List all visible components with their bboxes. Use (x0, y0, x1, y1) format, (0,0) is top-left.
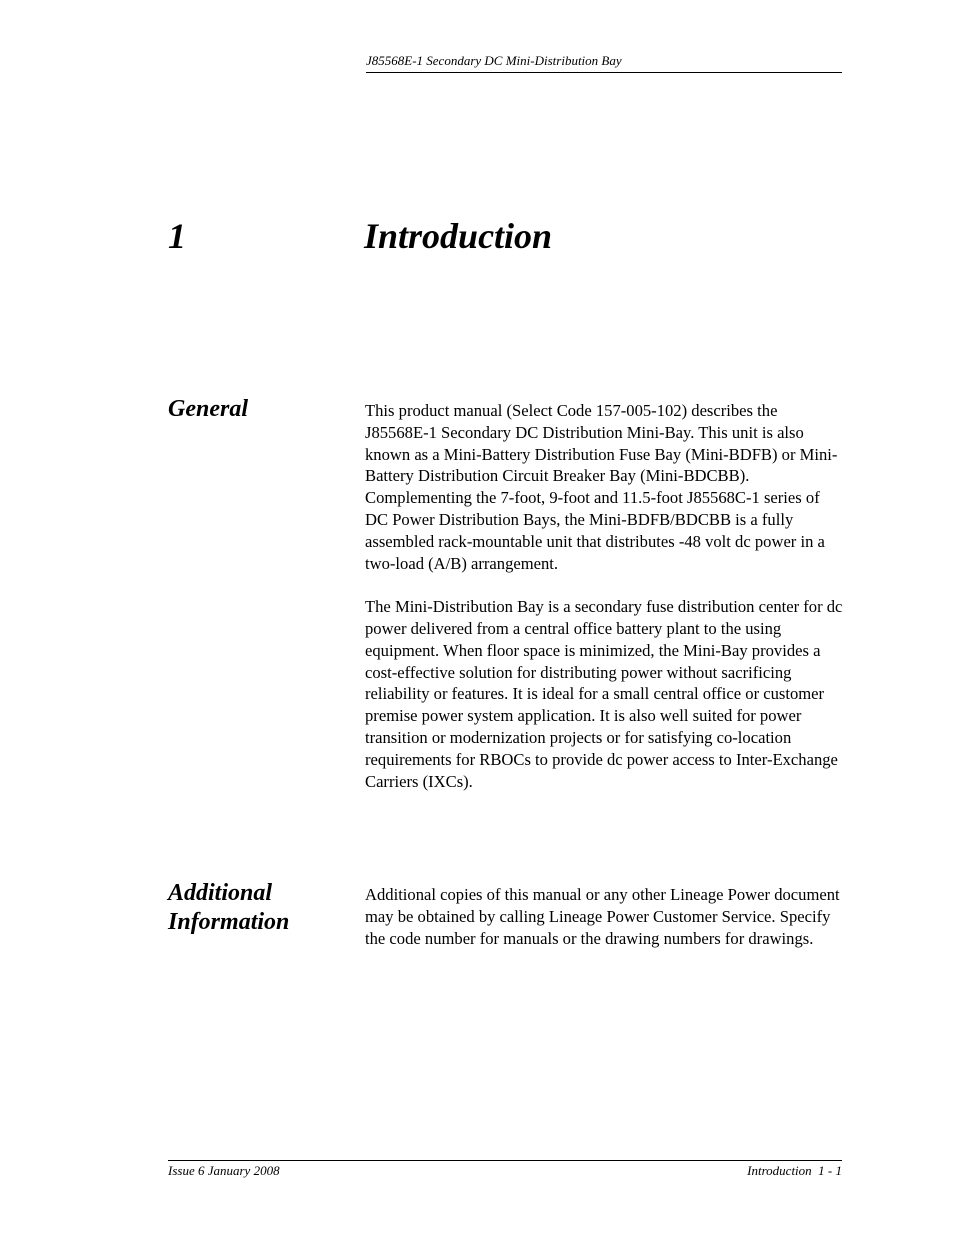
footer-rule (168, 1160, 842, 1161)
chapter-number: 1 (168, 216, 186, 256)
chapter-title: Introduction (364, 216, 553, 256)
section-body-general (365, 400, 845, 792)
section-heading-additional-information (168, 879, 348, 937)
section-heading-line: Information (168, 909, 290, 935)
section-heading-general: General (168, 396, 248, 422)
paragraph: The Mini-Distribution Bay is a secondary fuse distribution center for dc power delivered from a central office battery plant to the using equipment. When floor space is minimized, the Mini-Bay provides a cost-effective solution for distributing power without sacrificing reliability or features. It is ideal for a small central office or customer premise power system application. It is also well suited for power transition or modernization projects or for satisfying co-location requirements for RBOCs to provide dc power access to Inter-Exchange Carriers (IXCs). (365, 597, 843, 791)
footer-issue-date: Issue 6 January 2008 (168, 1163, 280, 1178)
section-heading-line: Additional (168, 880, 273, 906)
section-body-additional-information (365, 884, 845, 949)
footer-page-number: Introduction 1 - 1 (747, 1163, 842, 1178)
paragraph: This product manual (Select Code 157-005-102) describes the J85568E-1 Secondary DC Distribution Mini-Bay. This unit is also known as a Mini-Battery Distribution Fuse Bay (Mini-BDFB) or Mini-Battery Distribution Circuit Breaker Bay (Mini-BDCBB). Complementing the 7-foot, 9-foot and 11.5-foot J85568C-1 series of DC Power Distribution Bays, the Mini-BDFB/BDCBB is a fully assembled rack-mountable unit that distributes -48 volt dc power in a two-load (A/B) arrangement. (365, 401, 838, 573)
header-rule (366, 72, 842, 73)
paragraph: Additional copies of this manual or any other Lineage Power document may be obtained by calling Lineage Power Customer Service. Specify the code number for manuals or the drawing numbers for drawings. (365, 885, 840, 948)
running-header: J85568E-1 Secondary DC Mini-Distribution Bay (366, 53, 622, 68)
